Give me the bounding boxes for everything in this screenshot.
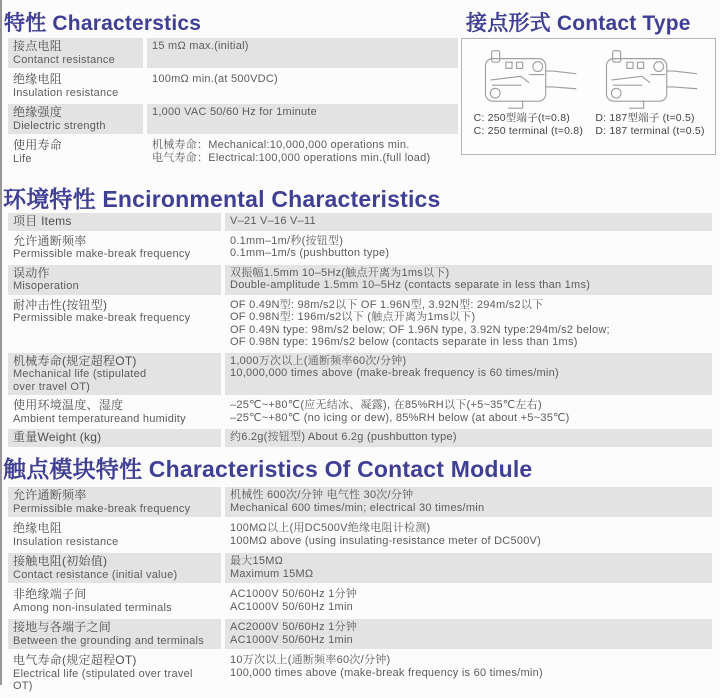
caption-line: C: 250 terminal (t=0.8): [473, 124, 584, 137]
row-label-line: Among non-insulated terminals: [13, 601, 172, 614]
row-value-line: V–21 V–16 V–11: [230, 215, 316, 227]
row-label-line: 机械寿命(规定超程OT): [13, 353, 137, 368]
row-label-line: 接触电阻(初始值): [13, 554, 108, 568]
row-value-line: 100,000 times above (make-break frequency is 60 times/min): [230, 666, 543, 679]
microswitch-drawing-icon: [472, 48, 584, 110]
row-label-line: 接地与各端子之间: [13, 620, 112, 634]
row-label-line: Insulation resistance: [13, 86, 119, 99]
row-value: [225, 397, 712, 427]
row-label: [8, 71, 143, 101]
row-label-line: 绝缘强度: [13, 105, 63, 119]
row-value: [225, 586, 712, 616]
microswitch-drawing-icon: [593, 48, 705, 110]
row-value: [225, 487, 712, 517]
section-title-environmental: 环境特性 Encironmental Characteristics: [3, 186, 441, 212]
row-label-line: Permissible make-break frequency: [13, 312, 191, 324]
caption-line: D: 187型端子 (t=0.5): [595, 112, 695, 124]
row-label-line: Insulation resistance: [13, 535, 119, 548]
row-value-line: OF 0.98N型: 196m/s2以下 (触点开离为1ms以下): [230, 311, 476, 323]
row-value-line: 电气寿命：Electrical:100,000 operations min.(full load): [152, 151, 431, 164]
table-row: [8, 38, 458, 68]
row-value-line: 1,000 VAC 50/60 Hz for 1minute: [152, 106, 318, 118]
row-value-line: 机械性 600次/分钟 电气性 30次/分钟: [230, 489, 414, 501]
row-value-line: 最大15MΩ: [230, 555, 284, 567]
row-label: [8, 520, 221, 550]
row-value-line: –25℃~+80℃(应无结冰、凝露), 在85%RH以下(+5~35℃左右): [230, 399, 542, 411]
row-label-line: 允许通断频率: [13, 488, 87, 502]
row-value: [225, 213, 712, 231]
row-value: [225, 233, 712, 263]
row-value-line: 100MΩ above (using insulating-resistance meter of DC500V): [230, 534, 542, 547]
section-title-contact-module: 触点模块特性 Characteristics Of Contact Module: [3, 456, 533, 482]
row-label-line: 重量Weight (kg): [13, 430, 102, 444]
row-label-line: Contanct resistance: [13, 53, 115, 66]
row-label-line: Life: [13, 152, 32, 165]
row-value-line: Double-amplitude 1.5mm 10–5Hz (contacts separate in less than 1ms): [230, 279, 591, 291]
row-value-line: AC1000V 50/60Hz 1min: [230, 600, 354, 613]
contact-type-panel: [461, 38, 716, 155]
row-label-line: Electrical life (stipulated over travel OT): [13, 667, 197, 692]
row-value: [225, 429, 712, 447]
row-value: [225, 520, 712, 550]
row-label: [8, 38, 143, 68]
table-row: [8, 233, 712, 263]
row-label: [8, 429, 221, 447]
row-label: [8, 619, 221, 649]
row-value: [147, 38, 458, 68]
row-value: [147, 137, 458, 167]
table-row: [8, 429, 712, 447]
row-label: [8, 553, 221, 583]
row-value-line: 约6.2g(按钮型) About 6.2g (pushbutton type): [230, 431, 457, 443]
row-value: [225, 553, 712, 583]
row-value: [147, 71, 458, 101]
row-label-line: 允许通断频率: [13, 233, 87, 248]
row-label: [8, 487, 221, 517]
row-label-line: 绝缘电阻: [13, 521, 63, 535]
table-row: [8, 520, 712, 550]
row-value-line: 10,000,000 times above (make-break frequency is 60 times/min): [230, 367, 559, 379]
row-label: [8, 297, 221, 351]
row-value-line: Mechanical 600 times/min; electrical 30 times/min: [230, 501, 485, 514]
row-label-line: Dielectric strength: [13, 119, 106, 132]
row-label-line: Misoperation: [13, 280, 79, 292]
row-value-line: 1,000万次以上(通断频率60次/分钟): [230, 354, 407, 367]
row-value-line: AC1000V 50/60Hz 1分钟: [230, 588, 358, 600]
row-value-line: OF 0.49N型: 98m/s2以下 OF 1.96N型, 3.92N型: 294m/s2以下: [230, 298, 544, 311]
caption-line: D: 187 terminal (t=0.5): [595, 124, 705, 137]
row-label-line: over travel OT): [13, 380, 91, 393]
table-row: [8, 353, 712, 396]
row-label: [8, 104, 143, 134]
row-label: [8, 137, 143, 167]
row-value-line: –25℃~+80℃ (no icing or dew), 85%RH below (at about +5~35℃): [230, 411, 570, 424]
table-row: [8, 213, 712, 231]
row-label: [8, 233, 221, 263]
contact-type-caption-d: [595, 112, 704, 137]
row-label-line: Permissible make-break frequency: [13, 502, 191, 515]
row-value-line: 0.1mm–1m/s (pushbutton type): [230, 247, 390, 259]
row-label-line: Ambient temperatureand humidity: [13, 412, 186, 425]
row-value-line: 0.1mm–1m/秒(按钮型): [230, 234, 344, 247]
table-row: [8, 652, 712, 695]
row-value-line: 100MΩ以上(用DC500V绝缘电阻计检测): [230, 522, 431, 534]
row-label-line: Contact resistance (initial value): [13, 568, 178, 581]
row-value: [225, 297, 712, 351]
table-row: [8, 619, 712, 649]
contact-type-figure-d: [593, 48, 705, 137]
row-value: [225, 619, 712, 649]
table-row: [8, 137, 458, 167]
row-label-line: 使用寿命: [13, 138, 63, 152]
row-label-line: 项目 Items: [13, 214, 72, 228]
table-row: [8, 487, 712, 517]
row-value-line: 15 mΩ max.(initial): [152, 40, 249, 52]
row-label-line: 非绝缘端子间: [13, 587, 87, 601]
row-label-line: 使用环境温度、湿度: [13, 398, 124, 412]
row-label-line: 电气寿命(规定超程OT): [13, 653, 137, 667]
row-value-line: AC1000V 50/60Hz 1min: [230, 633, 354, 646]
row-label-line: Permissible make-break frequency: [13, 248, 191, 260]
row-label-line: Mechanical life (stipulated: [13, 368, 147, 380]
row-label: [8, 652, 221, 695]
row-value: [225, 265, 712, 295]
row-value-line: 机械寿命：Mechanical:10,000,000 operations min.: [152, 139, 410, 151]
row-value-line: OF 0.49N type: 98m/s2 below; OF 1.96N type, 3.92N type:294m/s2 below;: [230, 323, 610, 336]
row-label: [8, 353, 221, 396]
table-row: [8, 297, 712, 351]
row-value-line: Maximum 15MΩ: [230, 567, 314, 580]
row-value-line: 100mΩ min.(at 500VDC): [152, 73, 278, 85]
characteristics-table: [8, 38, 458, 170]
table-row: [8, 397, 712, 427]
row-label-line: 接点电阻: [13, 39, 63, 53]
table-row: [8, 71, 458, 101]
contact-module-table: [8, 487, 712, 698]
table-row: [8, 104, 458, 134]
table-row: [8, 553, 712, 583]
environmental-table: [8, 213, 712, 449]
row-label-line: 误动作: [13, 265, 50, 280]
row-label: [8, 213, 221, 231]
row-label-line: Between the grounding and terminals: [13, 634, 204, 647]
row-value: [225, 353, 712, 396]
row-label: [8, 397, 221, 427]
row-value-line: OF 0.98N type: 196m/s2 below (contacts separate in less than 1ms): [230, 336, 578, 348]
row-value-line: 双振幅1.5mm 10–5Hz(触点开离为1ms以下): [230, 266, 450, 279]
caption-line: C: 250型端子(t=0.8): [473, 112, 570, 124]
row-value: [225, 652, 712, 695]
row-value: [147, 104, 458, 134]
row-value-line: 10万次以上(通断频率60次/分钟): [230, 654, 391, 666]
scan-left-edge: [0, 0, 2, 685]
row-label-line: 绝缘电阻: [13, 72, 63, 86]
table-row: [8, 265, 712, 295]
row-label: [8, 586, 221, 616]
section-title-contact-type: 接点形式 Contact Type: [466, 12, 691, 35]
section-title-characteristics: 特性 Characterstics: [4, 12, 202, 35]
row-label-line: 耐冲击性(按钮型): [13, 297, 108, 312]
contact-type-figure-c: [472, 48, 584, 137]
row-value-line: AC2000V 50/60Hz 1分钟: [230, 621, 358, 633]
table-row: [8, 586, 712, 616]
row-label: [8, 265, 221, 295]
contact-type-caption-c: [474, 112, 583, 137]
